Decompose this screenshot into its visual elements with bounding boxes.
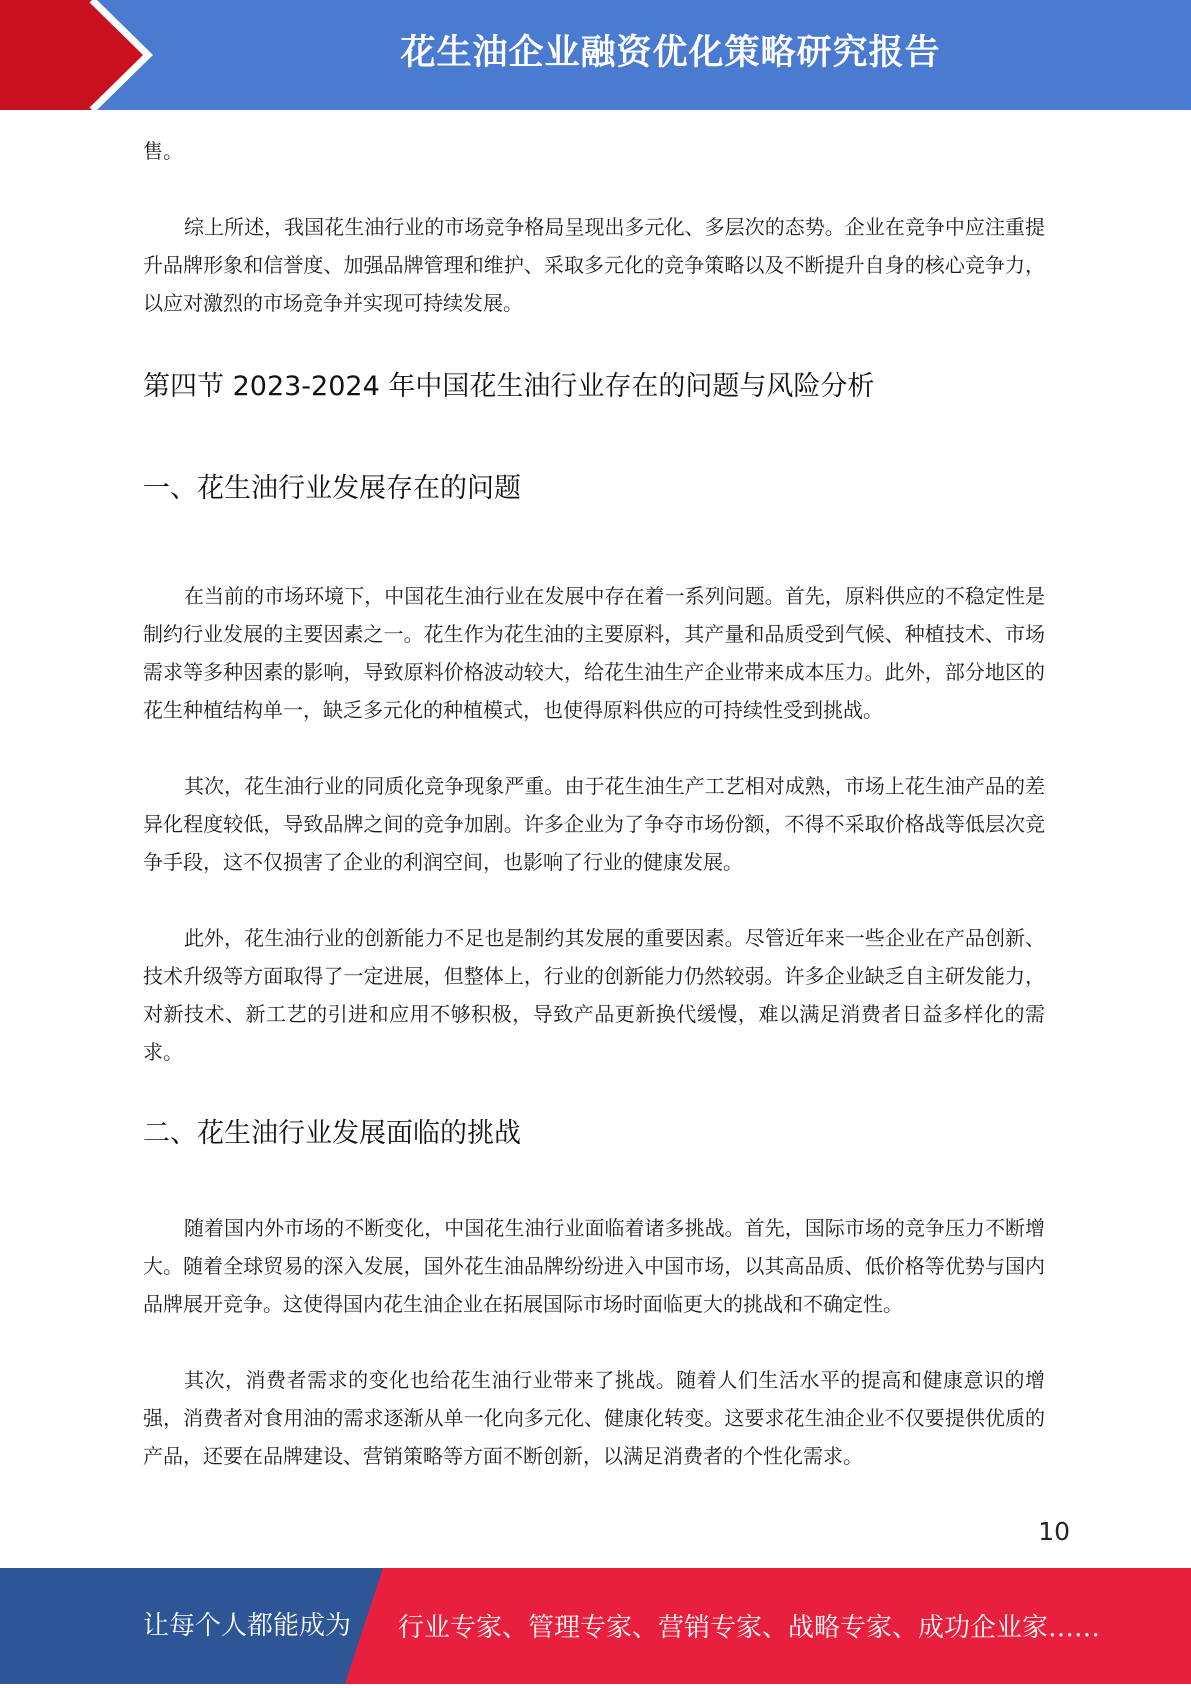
footer-slogan-left: 让每个人都能成为 <box>143 1611 352 1641</box>
section-heading: 第四节 2023-2024 年中国花生油行业存在的问题与风险分析 <box>143 371 875 402</box>
report-title: 花生油企业融资优化策略研究报告 <box>400 33 941 73</box>
paragraph-summary: 综上所述，我国花生油行业的市场竞争格局呈现出多元化、多层次的态势。企业在竞争中应注重提升品牌形象和信誉度、加强品牌管理和维护、采取多元化的竞争策略以及不断提升自身的核心竞争力，以应对激烈的市场竞争并实现可持续发展。 <box>143 215 1045 315</box>
header-red-chevron <box>0 0 148 110</box>
subsection-heading-challenges: 二、花生油行业发展面临的挑战 <box>143 1118 521 1149</box>
subsection-heading-problems: 一、花生油行业发展存在的问题 <box>143 473 521 504</box>
header-arrow-decoration <box>0 0 160 110</box>
paragraph-continuation: 售。 <box>143 139 183 163</box>
paragraph-challenges-2: 其次，消费者需求的变化也给花生油行业带来了挑战。随着人们生活水平的提高和健康意识的增强，消费者对食用油的需求逐渐从单一化向多元化、健康化转变。这要求花生油企业不仅要提供优质的产品，还要在品牌建设、营销策略等方面不断创新，以满足消费者的个性化需求。 <box>143 1368 1045 1468</box>
page-footer <box>0 1568 1191 1684</box>
footer-slogan-right: 行业专家、管理专家、营销专家、战略专家、成功企业家…… <box>398 1613 1101 1643</box>
page-header-bar <box>0 0 1191 110</box>
paragraph-problems-2: 其次，花生油行业的同质化竞争现象严重。由于花生油生产工艺相对成熟，市场上花生油产品的差异化程度较低，导致品牌之间的竞争加剧。许多企业为了争夺市场份额，不得不采取价格战等低层次竞争手段，这不仅损害了企业的利润空间，也影响了行业的健康发展。 <box>143 774 1045 874</box>
paragraph-problems-3: 此外，花生油行业的创新能力不足也是制约其发展的重要因素。尽管近年来一些企业在产品创新、技术升级等方面取得了一定进展，但整体上，行业的创新能力仍然较弱。许多企业缺乏自主研发能力，对新技术、新工艺的引进和应用不够积极，导致产品更新换代缓慢，难以满足消费者日益多样化的需求。 <box>143 926 1045 1064</box>
page-number: 10 <box>1038 1517 1070 1546</box>
page-content <box>143 132 1045 1475</box>
paragraph-challenges-1: 随着国内外市场的不断变化，中国花生油行业面临着诸多挑战。首先，国际市场的竞争压力不断增大。随着全球贸易的深入发展，国外花生油品牌纷纷进入中国市场，以其高品质、低价格等优势与国内品牌展开竞争。这使得国内花生油企业在拓展国际市场时面临更大的挑战和不确定性。 <box>143 1216 1045 1316</box>
paragraph-problems-1: 在当前的市场环境下，中国花生油行业在发展中存在着一系列问题。首先，原料供应的不稳定性是制约行业发展的主要因素之一。花生作为花生油的主要原料，其产量和品质受到气候、种植技术、市场需求等多种因素的影响，导致原料价格波动较大，给花生油生产企业带来成本压力。此外，部分地区的花生种植结构单一，缺乏多元化的种植模式，也使得原料供应的可持续性受到挑战。 <box>143 584 1045 722</box>
